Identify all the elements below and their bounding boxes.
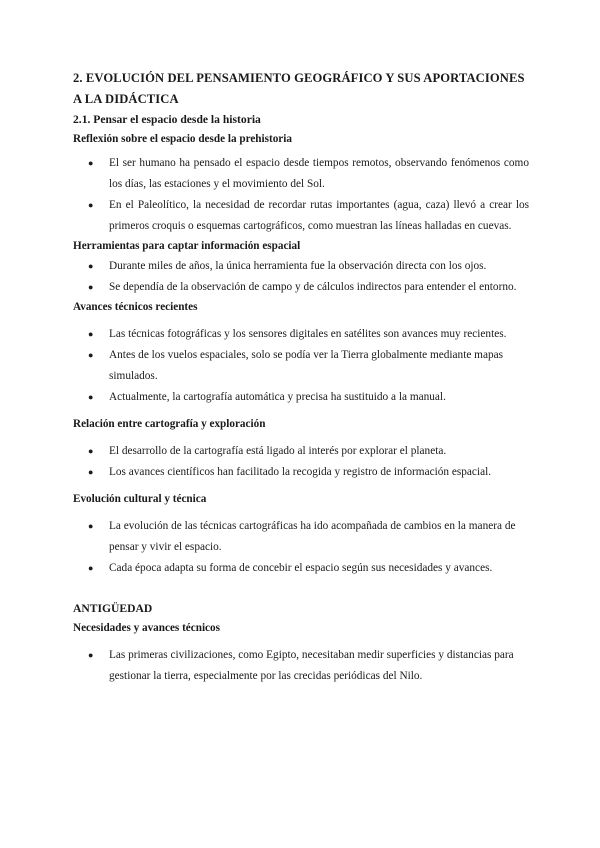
list-item-text: La evolución de las técnicas cartográficas ha ido acompañada de cambios en la manera de pensar y vivir el espacio. — [109, 520, 516, 553]
list-item-text: Cada época adapta su forma de concebir el espacio según sus necesidades y avances. — [109, 562, 493, 574]
list-item-text: Se dependía de la observación de campo y de cálculos indirectos para entender el entorno. — [109, 281, 517, 293]
section-subtitle: 2.1. Pensar el espacio desde la historia — [73, 113, 261, 126]
block-heading-prehistoria: Reflexión sobre el espacio desde la prehistoria — [73, 133, 292, 145]
list-item-text: Las primeras civilizaciones, como Egipto, necesitaban medir superficies y distancias para gestionar la tierra, especialmente por las crecidas periódicas del Nilo. — [109, 649, 514, 682]
bullet-icon: ● — [88, 282, 94, 292]
bullet-icon: ● — [88, 329, 94, 339]
antiquity-heading: Necesidades y avances técnicos — [73, 622, 220, 634]
section-title: 2. EVOLUCIÓN DEL PENSAMIENTO GEOGRÁFICO Y SUS APORTACIONES A LA DIDÁCTICA — [73, 71, 525, 106]
bullet-icon: ● — [88, 350, 94, 360]
list-item — [73, 462, 529, 483]
bullet-icon: ● — [88, 200, 94, 210]
bullet-list-prehistoria — [73, 153, 529, 237]
bullet-icon: ● — [88, 158, 94, 168]
block-heading-herramientas: Herramientas para captar información espacial — [73, 240, 301, 252]
block-heading-avances: Avances técnicos recientes — [73, 301, 198, 313]
list-item-text: Antes de los vuelos espaciales, solo se podía ver la Tierra globalmente mediante mapas simulados. — [109, 349, 504, 382]
bullet-icon: ● — [88, 446, 94, 456]
list-item — [73, 345, 529, 387]
list-item-text: Actualmente, la cartografía automática y precisa ha sustituido a la manual. — [109, 391, 446, 403]
list-item-text: El desarrollo de la cartografía está ligado al interés por explorar el planeta. — [109, 445, 447, 457]
list-item — [73, 324, 529, 345]
antiquity-title: ANTIGÜEDAD — [73, 602, 153, 615]
list-item-text: Durante miles de años, la única herramienta fue la observación directa con los ojos. — [109, 260, 487, 272]
list-item — [73, 195, 529, 237]
list-item-text: Los avances científicos han facilitado la recogida y registro de información espacial. — [109, 466, 492, 478]
list-item — [73, 558, 529, 579]
list-item — [73, 645, 529, 687]
bullet-list-antiquity — [73, 645, 529, 687]
bullet-icon: ● — [88, 261, 94, 271]
list-item — [73, 153, 529, 195]
bullet-list-evolucion — [73, 516, 529, 579]
bullet-list-herramientas — [73, 256, 529, 298]
list-item-text: En el Paleolítico, la necesidad de recordar rutas importantes (agua, caza) llevó a crear los primeros croquis o esquemas cartográficos, como muestran las líneas halladas en cuevas. — [109, 199, 529, 232]
list-item — [73, 387, 529, 408]
list-item — [73, 256, 529, 277]
list-item-text: Las técnicas fotográficas y los sensores digitales en satélites son avances muy recientes. — [109, 328, 507, 340]
bullet-icon: ● — [88, 563, 94, 573]
block-heading-evolucion: Evolución cultural y técnica — [73, 493, 207, 505]
bullet-icon: ● — [88, 521, 94, 531]
block-heading-cartografia: Relación entre cartografía y exploración — [73, 418, 266, 430]
list-item — [73, 516, 529, 558]
list-item-text: El ser humano ha pensado el espacio desde tiempos remotos, observando fenómenos como los días, las estaciones y el movimiento del Sol. — [109, 157, 529, 190]
bullet-icon: ● — [88, 650, 94, 660]
bullet-icon: ● — [88, 392, 94, 402]
list-item — [73, 441, 529, 462]
document-content — [73, 68, 529, 687]
bullet-list-cartografia — [73, 441, 529, 483]
bullet-list-avances — [73, 324, 529, 408]
list-item — [73, 277, 529, 298]
bullet-icon: ● — [88, 467, 94, 477]
